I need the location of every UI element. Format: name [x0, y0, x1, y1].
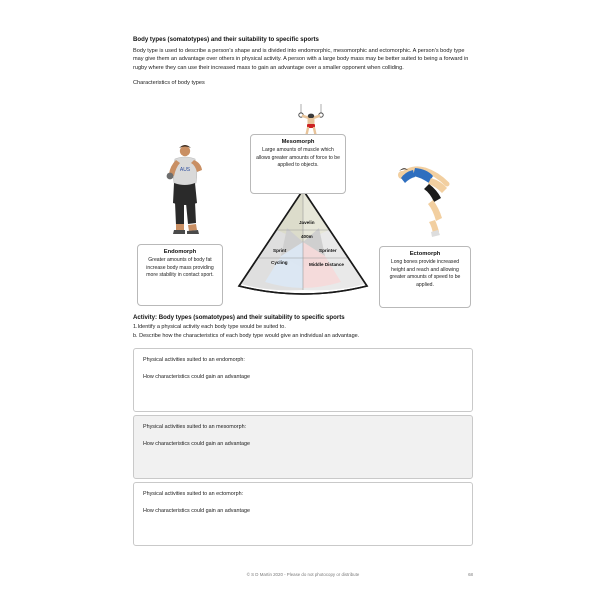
zone-label-sprint: Sprint — [273, 248, 287, 253]
zone-label-javelin: Javelin — [299, 220, 315, 225]
answer-box-mesomorph-prompt: Physical activities suited to an mesomorph: — [143, 424, 247, 430]
somatotype-triangle — [229, 186, 377, 296]
intro-paragraph: Body type is used to describe a person's shape and is divided into endomorphic, mesomorphic and ectomorphic. A person's body type may give them an advantage over others in physical activity. A person with a large body mass may be better suited to being a forward in rugby where they can use their increased mass to gain an advantage over a smaller opponent when colliding. — [133, 47, 469, 72]
page-title: Body types (somatotypes) and their suitability to specific sports — [133, 36, 319, 43]
answer-box-ectomorph-sub: How characteristics could gain an advantage — [143, 508, 250, 514]
callout-endomorph-text: Greater amounts of body fat increase body mass providing more stability in contact sport. — [146, 257, 214, 279]
answer-box-ectomorph-prompt: Physical activities suited to an ectomorph: — [143, 491, 244, 497]
high-jumper-icon — [395, 140, 455, 238]
zone-label-middle-distance: Middle Distance — [309, 262, 344, 267]
answer-box-mesomorph-sub: How characteristics could gain an advantage — [143, 441, 250, 447]
activity-section — [133, 314, 473, 340]
answer-box-mesomorph[interactable] — [133, 415, 473, 479]
callout-ectomorph-title: Ectomorph — [409, 251, 441, 257]
footer-copyright: © S D Martin 2020 - Please do not photocopy or distribute — [246, 572, 360, 577]
activity-question-2: b. Describe how the characteristics of each body type would give an individual an advantage. — [133, 332, 360, 339]
footer-page-number: 68 — [468, 572, 473, 577]
answer-box-endomorph[interactable] — [133, 348, 473, 412]
answer-box-endomorph-sub: How characteristics could gain an advantage — [143, 374, 250, 380]
activity-title: Activity: Body types (somatotypes) and their suitability to specific sports — [133, 314, 345, 321]
callout-mesomorph-title: Mesomorph — [281, 139, 315, 145]
somatotype-diagram — [133, 108, 473, 308]
callout-mesomorph-text: Large amounts of muscle which allows greater amounts of force to be applied to objects. — [256, 147, 340, 169]
callout-ectomorph-text: Long bones provide increased height and reach and allowing greater amounts of speed to be applied. — [389, 259, 461, 288]
activity-question-1: 1.Identify a physical activity each body type would be suited to. — [133, 324, 286, 330]
answer-box-endomorph-prompt: Physical activities suited to an endomorph: — [143, 357, 245, 363]
zone-label-400m: 400m — [301, 234, 313, 239]
callout-endomorph — [137, 244, 223, 306]
callout-mesomorph — [250, 134, 346, 194]
callout-endomorph-title: Endomorph — [163, 249, 197, 255]
zone-label-sprinter: Sprinter — [319, 248, 337, 253]
page-footer — [133, 572, 473, 577]
callout-ectomorph — [379, 246, 471, 308]
shot-putter-icon — [159, 138, 209, 234]
answer-box-ectomorph[interactable] — [133, 482, 473, 546]
svg-text:AUS: AUS — [179, 167, 191, 173]
characteristics-subheading: Characteristics of body types — [133, 79, 205, 86]
document-intro-section — [133, 36, 473, 86]
gymnast-on-rings-icon — [281, 104, 341, 138]
zone-label-cycling: Cycling — [271, 260, 288, 265]
